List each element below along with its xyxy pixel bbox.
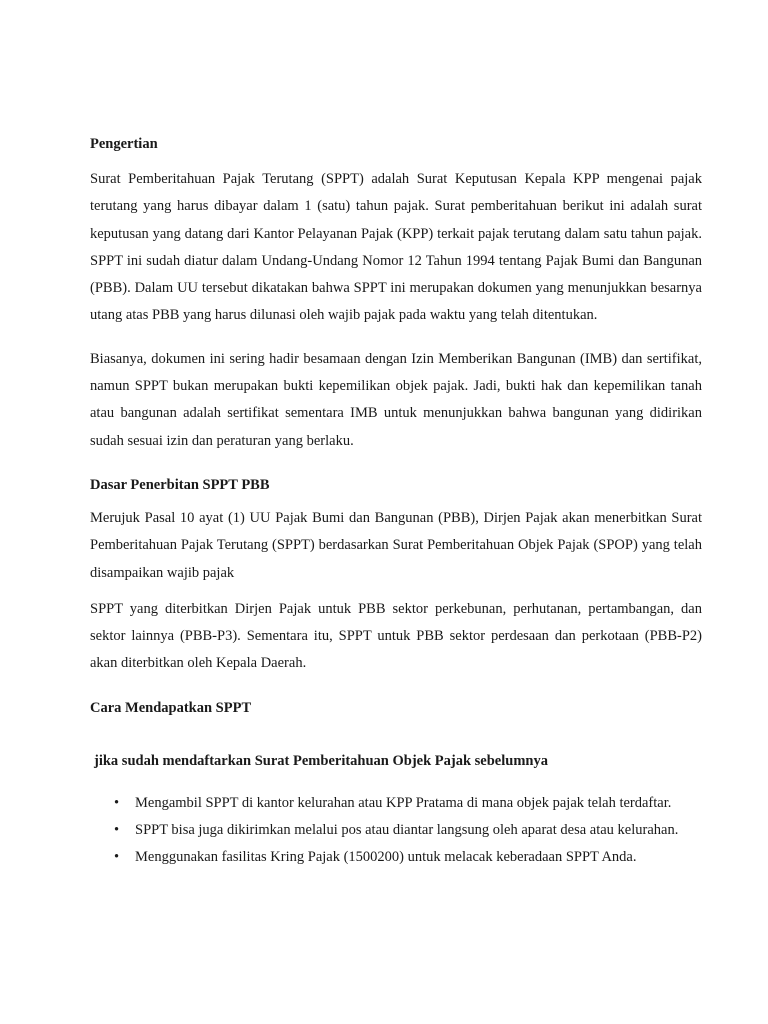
bullet-icon: • xyxy=(114,822,120,839)
paragraph-pengertian-1: Surat Pemberitahuan Pajak Terutang (SPPT) adalah Surat Keputusan Kepala KPP mengenai pajak terutang yang harus dibayar dalam 1 (satu) tahun pajak. Surat pemberitahuan berikut ini adalah surat keputusan yang datang dari Kantor Pelayanan Pajak (KPP) terkait pajak terutang dalam satu tahun pajak. SPPT ini sudah diatur dalam Undang-Undang Nomor 12 Tahun 1994 tentang Pajak Bumi dan Bangunan (PBB). Dalam UU tersebut dikatakan bahwa SPPT ini merupakan dokumen yang menunjukkan besarnya utang atas PBB yang harus dilunasi oleh wajib pajak pada waktu yang telah ditentukan. xyxy=(90,171,702,324)
list-item xyxy=(90,817,702,844)
list-item-text: SPPT bisa juga dikirimkan melalui pos atau diantar langsung oleh aparat desa atau kelurahan. xyxy=(135,822,679,839)
bullet-list xyxy=(90,790,702,872)
list-item xyxy=(90,790,702,817)
paragraph-dasar-2: SPPT yang diterbitkan Dirjen Pajak untuk PBB sektor perkebunan, perhutanan, pertambangan, dan sektor lainnya (PBB-P3). Sementara itu, SPPT untuk PBB sektor perdesaan dan perkotaan (PBB-P2) akan diterbitkan oleh Kepala Daerah. xyxy=(90,600,702,672)
list-item xyxy=(90,844,702,871)
paragraph-dasar-1: Merujuk Pasal 10 ayat (1) UU Pajak Bumi dan Bangunan (PBB), Dirjen Pajak akan menerbitkan Surat Pemberitahuan Pajak Terutang (SPPT) berdasarkan Surat Pemberitahuan Objek Pajak (SPOP) yang telah disampaikan wajib pajak xyxy=(90,509,702,581)
list-item-text: Menggunakan fasilitas Kring Pajak (1500200) untuk melacak keberadaan SPPT Anda. xyxy=(135,849,637,866)
heading-cara-mendapatkan: Cara Mendapatkan SPPT xyxy=(90,699,252,716)
list-item-text: Mengambil SPPT di kantor kelurahan atau KPP Pratama di mana objek pajak telah terdaftar. xyxy=(135,794,672,811)
document-body xyxy=(90,133,702,872)
bullet-icon: • xyxy=(114,794,120,811)
subheading-jika-sudah: jika sudah mendaftarkan Surat Pemberitahuan Objek Pajak sebelumnya xyxy=(94,752,548,769)
bullet-icon: • xyxy=(114,849,120,866)
heading-dasar-penerbitan: Dasar Penerbitan SPPT PBB xyxy=(90,476,270,493)
heading-pengertian: Pengertian xyxy=(90,136,158,152)
paragraph-pengertian-2: Biasanya, dokumen ini sering hadir besamaan dengan Izin Memberikan Bangunan (IMB) dan sertifikat, namun SPPT bukan merupakan bukti kepemilikan objek pajak. Jadi, bukti hak dan kepemilikan tanah atau bangunan adalah sertifikat sementara IMB untuk menunjukkan bahwa bangunan yang didirikan sudah sesuai izin dan peraturan yang berlaku. xyxy=(90,350,702,449)
